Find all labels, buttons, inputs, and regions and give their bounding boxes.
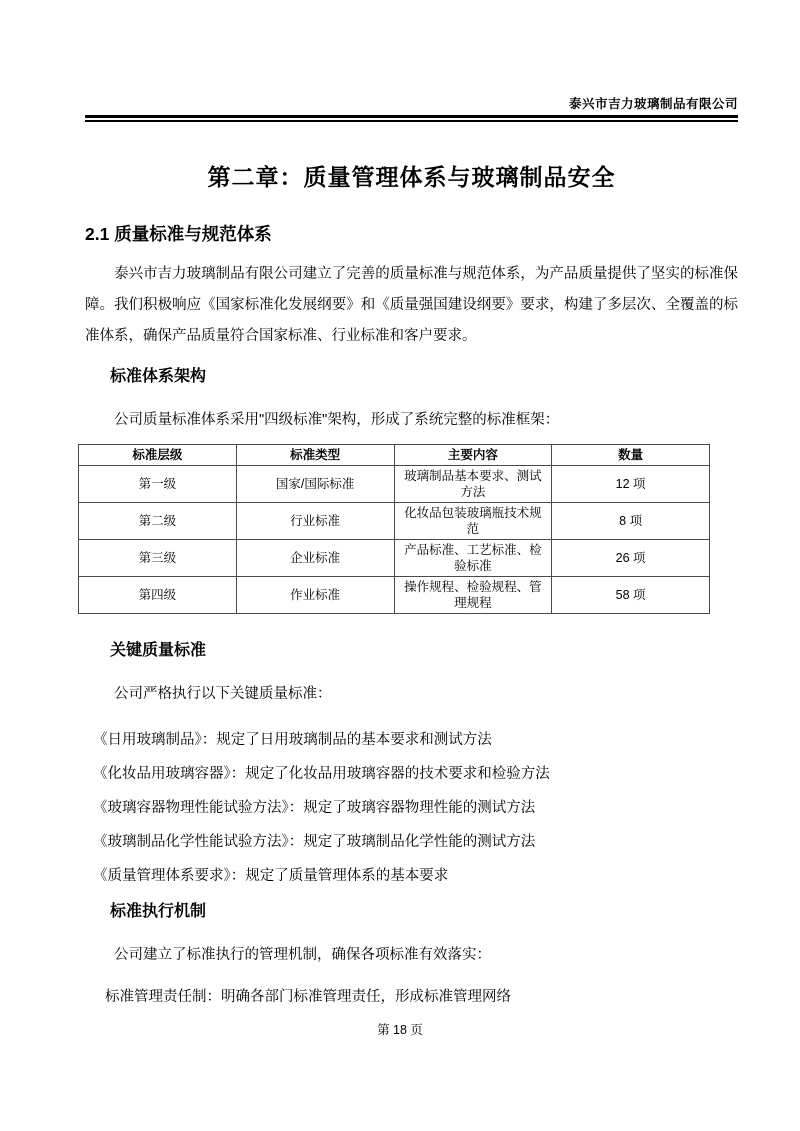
subheading-architecture: 标准体系架构 [110,368,207,385]
cell-level: 第一级 [79,466,237,503]
key-standards-intro-paragraph: 公司严格执行以下关键质量标准： [114,686,332,702]
list-item: 《玻璃容器物理性能试验方法》：规定了玻璃容器物理性能的测试方法 [93,800,536,816]
list-item: 《化妆品用玻璃容器》：规定了化妆品用玻璃容器的技术要求和检验方法 [93,766,550,782]
cell-count: 12 项 [552,466,710,503]
cell-count: 26 项 [552,540,710,577]
cell-count: 58 项 [552,577,710,614]
cell-content: 操作规程、检验规程、管理规程 [394,577,552,614]
col-header-level: 标准层级 [79,445,237,466]
chapter-title: 第二章：质量管理体系与玻璃制品安全 [207,164,616,190]
header-divider [85,115,738,122]
table-row [79,503,710,540]
col-header-type: 标准类型 [236,445,394,466]
cell-type: 企业标准 [236,540,394,577]
page-number: 第 18 页 [377,1023,423,1037]
page-footer [0,1022,800,1039]
col-header-content: 主要内容 [394,445,552,466]
cell-content: 玻璃制品基本要求、测试方法 [394,466,552,503]
standards-table [78,444,710,614]
table-row [79,577,710,614]
subheading-key-standards: 关键质量标准 [110,642,207,659]
list-item: 《日用玻璃制品》：规定了日用玻璃制品的基本要求和测试方法 [93,732,492,748]
cell-level: 第四级 [79,577,237,614]
section-heading: 2.1 质量标准与规范体系 [85,224,272,244]
standards-table-body [79,466,710,614]
table-row [79,540,710,577]
cell-type: 行业标准 [236,503,394,540]
architecture-intro-paragraph: 公司质量标准体系采用"四级标准"架构，形成了系统完整的标准框架： [114,412,560,428]
cell-type: 国家/国际标准 [236,466,394,503]
cell-type: 作业标准 [236,577,394,614]
cell-content: 化妆品包装玻璃瓶技术规范 [394,503,552,540]
cell-count: 8 项 [552,503,710,540]
list-item: 《质量管理体系要求》：规定了质量管理体系的基本要求 [93,868,449,884]
cell-content: 产品标准、工艺标准、检验标准 [394,540,552,577]
execution-intro-paragraph: 公司建立了标准执行的管理机制，确保各项标准有效落实： [114,947,491,963]
list-item: 《玻璃制品化学性能试验方法》：规定了玻璃制品化学性能的测试方法 [93,834,536,850]
table-header-row [79,445,710,466]
section-intro-paragraph: 泰兴市吉力玻璃制品有限公司建立了完善的质量标准与规范体系，为产品质量提供了坚实的标准保障。我们积极响应《国家标准化发展纲要》和《质量强国建设纲要》要求，构建了多层次、全覆盖的标准体系，确保产品质量符合国家标准、行业标准和客户要求。 [85,266,738,344]
subheading-execution: 标准执行机制 [110,903,207,920]
table-row [79,466,710,503]
company-name: 泰兴市吉力玻璃制品有限公司 [568,97,738,111]
cell-level: 第二级 [79,503,237,540]
key-standards-list [85,723,738,893]
col-header-count: 数量 [552,445,710,466]
page-header [85,0,738,112]
execution-item: 标准管理责任制：明确各部门标准管理责任，形成标准管理网络 [105,989,511,1005]
cell-level: 第三级 [79,540,237,577]
standards-table-head [79,445,710,466]
